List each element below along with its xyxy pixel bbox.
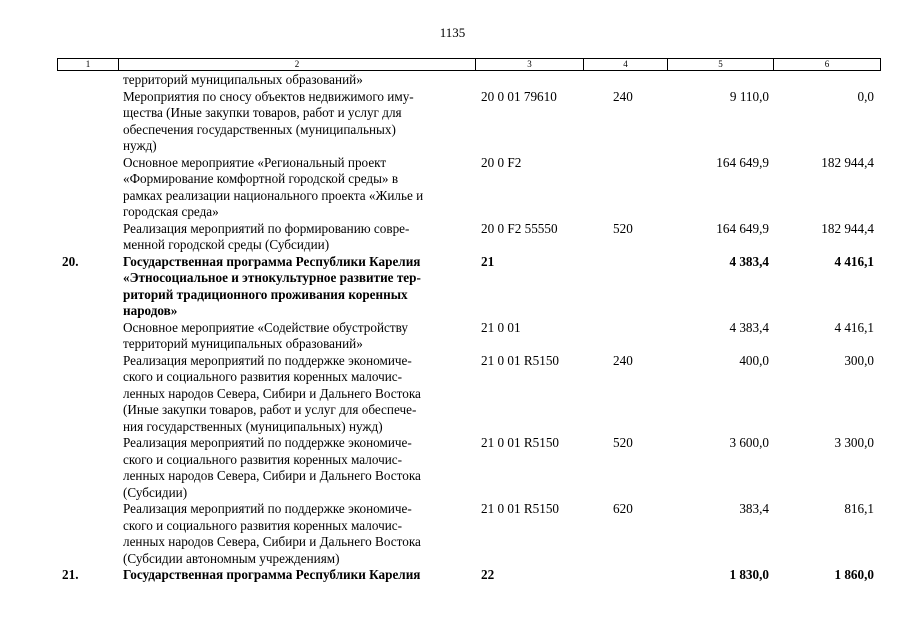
description-line: щества (Иные закупки товаров, работ и услуг для [123,105,402,120]
description-line: ленных народов Севера, Сибири и Дальнего Востока [123,385,421,401]
amount-year-2: 1 860,0 [834,567,874,582]
amount-year-2: 816,1 [844,501,874,516]
row-description [123,254,471,320]
amount-year-1: 400,0 [739,352,769,368]
table-row [0,501,905,567]
amount-year-2: 300,0 [844,352,874,368]
description-line: ского и социального развития коренных малочис- [123,369,403,384]
table-row [0,155,905,221]
row-description [123,567,471,584]
row-description [123,89,471,155]
row-number: 21. [62,567,79,582]
amount-year-2: 182 944,4 [821,154,874,170]
description-line: ния государственных (муниципальных) нужд) [123,418,383,434]
amount-year-1: 164 649,9 [716,154,769,170]
table-row [0,320,905,353]
budget-code: 22 [481,567,495,582]
budget-code: 21 0 01 R5150 [481,435,560,450]
amount-year-2: 0,0 [857,88,874,104]
page-number: 1135 [439,25,466,40]
description-line: обеспечения государственных (муниципальных) [123,121,396,137]
amount-year-2: 3 300,0 [834,435,874,450]
amount-year-1: 1 830,0 [729,567,769,582]
description-line: ского и социального развития коренных малочис- [123,517,403,533]
row-number: 20. [62,253,79,269]
description-line: «Формирование комфортной городской среды» в [123,171,399,186]
row-description [123,155,471,221]
description-line: нужд) [123,138,157,153]
column-header-6: 6 [824,59,830,69]
budget-code: 20 0 F2 [481,154,522,170]
description-line: рамках реализации национального проекта «Жилье и [123,187,424,203]
budget-code: 21 0 01 [481,319,521,335]
description-line: менной городской среды (Субсидии) [123,237,330,252]
amount-year-2: 4 416,1 [834,253,874,269]
expense-type: 240 [613,88,633,104]
description-line: городская среда» [123,204,219,219]
amount-year-1: 4 383,4 [729,319,769,335]
description-line: риторий традиционного проживания коренных [123,286,408,302]
row-description [123,72,471,89]
description-line: Мероприятия по сносу объектов недвижимого иму- [123,88,414,104]
table-row [0,221,905,254]
row-description [123,501,471,567]
expense-type: 240 [613,352,633,368]
program-row [0,254,905,320]
description-line: Государственная программа Республики Карелия [123,253,421,269]
description-line: Государственная программа Республики Карелия [123,567,421,582]
expense-type: 620 [613,501,633,516]
description-line: (Субсидии автономным учреждениям) [123,550,340,566]
column-header-1: 1 [58,59,119,70]
budget-code: 21 0 01 R5150 [481,501,560,516]
amount-year-2: 4 416,1 [834,319,874,335]
budget-code: 20 0 01 79610 [481,88,557,104]
budget-code: 20 0 F2 55550 [481,220,558,236]
description-line: «Этносоциальное и этнокультурное развитие тер- [123,270,421,285]
column-header-5: 5 [668,59,774,70]
description-line: Основное мероприятие «Региональный проект [123,154,387,170]
amount-year-2: 182 944,4 [821,220,874,236]
description-line: территорий муниципальных образований» [123,72,363,87]
amount-year-1: 3 600,0 [729,435,769,450]
program-row [0,567,905,584]
expense-type: 520 [613,220,633,236]
description-line: территорий муниципальных образований» [123,336,363,351]
budget-code: 21 [481,253,495,269]
row-description [123,435,471,501]
table-row [0,435,905,501]
table-row [0,353,905,436]
column-header-2: 2 [119,59,476,70]
row-description [123,320,471,353]
row-description [123,353,471,436]
description-line: ского и социального развития коренных малочис- [123,451,403,467]
description-line: народов» [123,303,178,318]
amount-year-1: 383,4 [739,501,769,516]
expense-type: 520 [613,435,633,450]
table-row [0,72,905,89]
row-description [123,221,471,254]
budget-code: 21 0 01 R5150 [481,352,560,368]
description-line: ленных народов Севера, Сибири и Дальнего Востока [123,534,421,549]
amount-year-1: 164 649,9 [716,220,769,236]
column-header-3: 3 [476,59,584,70]
description-line: (Субсидии) [123,484,188,500]
table-column-header-row [57,58,881,71]
description-line: (Иные закупки товаров, работ и услуг для обеспече- [123,402,417,417]
table-row [0,89,905,155]
column-header-4: 4 [584,59,668,70]
description-line: Реализация мероприятий по формированию совре- [123,220,410,236]
description-line: ленных народов Севера, Сибири и Дальнего Востока [123,468,421,483]
description-line: Реализация мероприятий по поддержке экономиче- [123,352,412,368]
description-line: Реализация мероприятий по поддержке экономиче- [123,435,412,450]
amount-year-1: 4 383,4 [729,253,769,269]
amount-year-1: 9 110,0 [729,88,769,104]
budget-table-body [0,72,905,584]
description-line: Основное мероприятие «Содействие обустройству [123,319,409,335]
description-line: Реализация мероприятий по поддержке экономиче- [123,501,412,516]
